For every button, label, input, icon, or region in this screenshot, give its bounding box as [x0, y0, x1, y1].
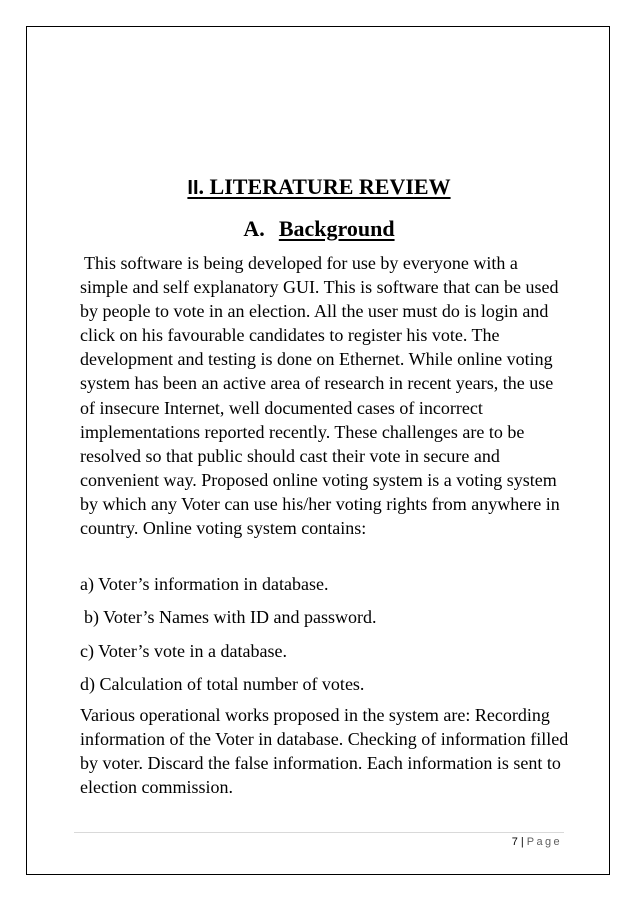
- footer-separator: |: [520, 836, 524, 848]
- list-item: d) Calculation of total number of votes.: [80, 674, 365, 694]
- section-heading: [0, 173, 638, 202]
- subsection-title: Background: [278, 216, 395, 241]
- section-title: . LITERATURE REVIEW: [198, 174, 451, 199]
- list-item: a) Voter’s information in database.: [80, 574, 329, 594]
- page-number: 7: [511, 836, 518, 848]
- intro-paragraph: This software is being developed for use by everyone with a simple and self explanatory GUI. This is software that can be used by people to vote in an election. All the user must do is login and click on his favourable candidates to register his vote. The development and testing is done on Ethernet. While online voting system has been an active area of research in recent years, the use of insecure Internet, well documented cases of incorrect implementations reported recently. These challenges are to be resolved so that public should cast their vote in secure and convenient way. Proposed online voting system is a voting system by which any Voter can use his/her voting rights from anywhere in country. Online voting system contains:: [80, 253, 560, 539]
- section-numeral: II: [187, 177, 199, 199]
- operations-paragraph: Various operational works proposed in the system are: Recording information of the Voter in database. Checking of information filled by voter. Discard the false information. Each information is sent to election commission.: [80, 705, 569, 798]
- list-item: c) Voter’s vote in a database.: [80, 641, 287, 661]
- footer-divider: [74, 832, 564, 833]
- page-footer: [512, 834, 562, 850]
- list-item: b) Voter’s Names with ID and password.: [84, 607, 377, 627]
- subsection-letter: A.: [243, 216, 265, 241]
- page-label: Page: [526, 836, 562, 848]
- subsection-heading: [0, 215, 638, 243]
